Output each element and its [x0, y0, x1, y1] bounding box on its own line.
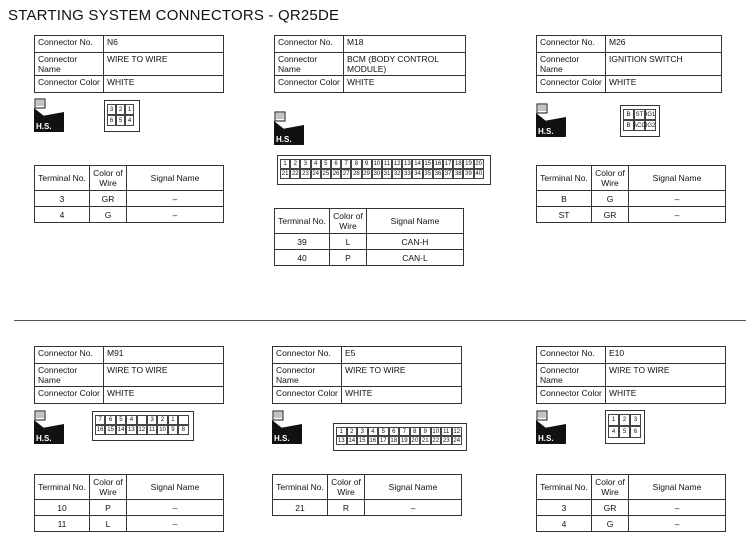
table-row [35, 191, 224, 207]
signal-name: – [629, 191, 726, 207]
wire-color-header: Color of Wire [592, 475, 629, 500]
table-row [275, 234, 464, 250]
pin: 19 [400, 437, 408, 444]
pin: 35 [424, 171, 432, 177]
pin: 4 [311, 159, 321, 169]
connector-no-row [275, 36, 466, 53]
terminal-no: 4 [537, 516, 592, 532]
connector-name-value: IGNITION SWITCH [606, 53, 722, 76]
terminal-no: 3 [537, 500, 592, 516]
harness-side-icon [34, 410, 64, 444]
pin: 7 [95, 415, 105, 425]
pin: 11 [383, 161, 391, 167]
pin-grid [95, 415, 189, 435]
pin: 19 [465, 161, 472, 167]
connector-no-value: E5 [342, 347, 462, 364]
connector-color-value: WHITE [104, 387, 224, 404]
hs-label: H.S. [276, 135, 292, 144]
connector-color-value: WHITE [342, 387, 462, 404]
pin: 24 [453, 437, 461, 444]
hs-label: H.S. [274, 434, 290, 443]
pin: 14 [117, 427, 125, 433]
table-row [537, 191, 726, 207]
connector-color-value: WHITE [344, 76, 466, 93]
pin: 13 [128, 427, 135, 433]
harness-side-icon [274, 111, 304, 145]
pin-grid [336, 427, 462, 445]
terminal-header-row [35, 475, 224, 500]
wire-color: GR [592, 207, 629, 223]
pin: 4 [125, 115, 134, 126]
connector-color-label: Connector Color [273, 387, 342, 404]
pin: 1 [125, 104, 134, 115]
wire-color-header: Color of Wire [592, 166, 629, 191]
connector-name-label: Connector Name [537, 53, 606, 76]
connector-name-value: WIRE TO WIRE [606, 364, 726, 387]
pin: 14 [414, 161, 421, 167]
terminal-table [536, 165, 726, 223]
pin: IG2 [645, 120, 656, 131]
connector-no-value: N6 [104, 36, 224, 53]
pin: ST [634, 109, 645, 120]
pin-grid [623, 109, 656, 131]
signal-name: – [629, 207, 726, 223]
connector-info-table [536, 346, 726, 404]
pin: 2 [116, 104, 125, 115]
pin: 34 [414, 171, 421, 177]
connector-info-table [34, 346, 224, 404]
connector-color-row [35, 76, 224, 93]
connector-no-value: M91 [104, 347, 224, 364]
pin: 7 [399, 427, 410, 436]
connector-no-value: E10 [606, 347, 726, 364]
pin: 32 [393, 171, 401, 177]
connector-color-label: Connector Color [275, 76, 344, 93]
pin: 6 [630, 426, 641, 438]
connector-no-row [273, 347, 462, 364]
terminal-no-header: Terminal No. [273, 475, 328, 500]
connector-name-label: Connector Name [35, 364, 104, 387]
pin: 24 [312, 171, 319, 177]
wire-color-header: Color of Wire [328, 475, 365, 500]
pin: 38 [454, 171, 462, 177]
signal-name: – [127, 207, 224, 223]
pin [178, 415, 188, 425]
signal-name: CAN-L [367, 250, 464, 266]
pin: 31 [383, 171, 391, 177]
pin: 10 [432, 428, 440, 435]
pin: 40 [475, 171, 482, 177]
pin: 9 [362, 159, 372, 169]
pin: 18 [390, 437, 398, 444]
connector-name-row [35, 364, 224, 387]
signal-name: – [127, 191, 224, 207]
connector-no-label: Connector No. [35, 347, 104, 364]
pin: 37 [444, 171, 452, 177]
pin: 29 [363, 171, 370, 177]
signal-name: – [629, 500, 726, 516]
terminal-no-header: Terminal No. [537, 166, 592, 191]
pin: 15 [107, 427, 114, 433]
pin: 12 [453, 428, 461, 435]
connector-no-label: Connector No. [537, 36, 606, 53]
terminal-table [34, 165, 224, 223]
connector-info-table [34, 35, 224, 93]
pin: 20 [475, 161, 482, 167]
wire-color: R [328, 500, 365, 516]
pin: 1 [280, 159, 290, 169]
table-row [537, 500, 726, 516]
pin: 6 [107, 115, 116, 126]
table-row [537, 207, 726, 223]
harness-side-icon [272, 410, 302, 444]
hs-label: H.S. [538, 127, 554, 136]
connector-color-row [537, 387, 726, 404]
table-row [35, 207, 224, 223]
pin [137, 415, 147, 425]
pin: 6 [331, 159, 341, 169]
terminal-no-header: Terminal No. [35, 166, 90, 191]
pin: 12 [393, 161, 401, 167]
signal-name: CAN-H [367, 234, 464, 250]
page-title: STARTING SYSTEM CONNECTORS - QR25DE [8, 7, 340, 24]
pin: 12 [138, 427, 146, 433]
pin: 17 [379, 437, 387, 444]
terminal-header-row [273, 475, 462, 500]
connector-name-label: Connector Name [35, 53, 104, 76]
terminal-no: 11 [35, 516, 90, 532]
pin: 2 [290, 159, 300, 169]
connector-color-value: WHITE [606, 387, 726, 404]
terminal-no-header: Terminal No. [537, 475, 592, 500]
terminal-no: 10 [35, 500, 90, 516]
pin: 16 [434, 161, 442, 167]
pin: 11 [441, 427, 452, 436]
pin: 5 [619, 426, 630, 438]
pin: 4 [368, 427, 379, 436]
pin: 39 [465, 171, 472, 177]
pin-grid [608, 414, 641, 438]
pin: 15 [358, 437, 366, 444]
connector-info-table [274, 35, 466, 93]
connector-name-value: WIRE TO WIRE [104, 364, 224, 387]
connector-color-row [275, 76, 466, 93]
pin: 20 [411, 437, 419, 444]
hs-label: H.S. [36, 122, 52, 131]
terminal-no: ST [537, 207, 592, 223]
connector-name-row [35, 53, 224, 76]
signal-name-header: Signal Name [367, 209, 464, 234]
pin: 1 [168, 415, 178, 425]
signal-name-header: Signal Name [365, 475, 462, 500]
connector-info-table [536, 35, 722, 93]
signal-name-header: Signal Name [629, 166, 726, 191]
connector-name-row [537, 364, 726, 387]
hs-label: H.S. [538, 434, 554, 443]
pin: IG1 [645, 109, 656, 120]
wire-color-header: Color of Wire [90, 475, 127, 500]
pin: 23 [442, 437, 450, 444]
pin: 2 [157, 415, 167, 425]
pin: 22 [432, 437, 440, 444]
pin: 4 [608, 426, 619, 438]
signal-name: – [127, 500, 224, 516]
terminal-header-row [35, 166, 224, 191]
connector-no-value: M26 [606, 36, 722, 53]
table-row [537, 516, 726, 532]
connector-color-value: WHITE [606, 76, 722, 93]
pin: 6 [389, 427, 400, 436]
terminal-table [272, 474, 462, 516]
connector-name-row [273, 364, 462, 387]
pin: 9 [168, 425, 178, 435]
pin: 15 [424, 161, 432, 167]
pin: 3 [300, 159, 310, 169]
wire-color-header: Color of Wire [330, 209, 367, 234]
pin: 9 [420, 427, 431, 436]
terminal-no: 3 [35, 191, 90, 207]
section-divider [14, 320, 746, 321]
terminal-no-header: Terminal No. [275, 209, 330, 234]
terminal-no: 4 [35, 207, 90, 223]
terminal-header-row [275, 209, 464, 234]
connector-color-label: Connector Color [537, 76, 606, 93]
connector-no-row [537, 36, 722, 53]
pin: 30 [373, 171, 381, 177]
pin: 11 [147, 425, 157, 435]
wire-color: L [90, 516, 127, 532]
connector-color-row [35, 387, 224, 404]
terminal-table [274, 208, 464, 266]
pin: 5 [116, 115, 125, 126]
wire-color: P [330, 250, 367, 266]
pin: 14 [348, 437, 356, 444]
pin: 10 [373, 161, 381, 167]
pin: 21 [281, 171, 289, 177]
pin: 13 [404, 161, 411, 167]
pin: 1 [608, 414, 619, 426]
terminal-table [536, 474, 726, 532]
signal-name-header: Signal Name [629, 475, 726, 500]
pin: 8 [351, 159, 361, 169]
pin: 27 [342, 171, 350, 177]
pin: 10 [159, 427, 166, 433]
pin: 17 [444, 161, 452, 167]
signal-name-header: Signal Name [127, 475, 224, 500]
pin: 7 [341, 159, 351, 169]
terminal-no: 40 [275, 250, 330, 266]
pin: 3 [630, 414, 641, 426]
pin: B [623, 120, 634, 131]
connector-no-label: Connector No. [275, 36, 344, 53]
wire-color-header: Color of Wire [90, 166, 127, 191]
pin: 28 [353, 171, 360, 177]
connector-name-label: Connector Name [537, 364, 606, 387]
signal-name: – [629, 516, 726, 532]
table-row [35, 516, 224, 532]
harness-side-icon [536, 410, 566, 444]
hs-label: H.S. [36, 434, 52, 443]
connector-color-row [273, 387, 462, 404]
connector-name-value: WIRE TO WIRE [104, 53, 224, 76]
connector-color-label: Connector Color [35, 76, 104, 93]
table-row [275, 250, 464, 266]
signal-name: – [365, 500, 462, 516]
pin: 21 [421, 437, 429, 444]
pin-grid [107, 104, 134, 126]
terminal-header-row [537, 166, 726, 191]
pin: 33 [404, 171, 411, 177]
connector-name-value: BCM (BODY CONTROL MODULE) [344, 53, 466, 76]
pin: 22 [291, 171, 299, 177]
harness-side-icon [34, 98, 64, 132]
connector-no-row [537, 347, 726, 364]
pin: 25 [322, 171, 330, 177]
connector-name-label: Connector Name [273, 364, 342, 387]
pin: 26 [332, 171, 340, 177]
terminal-header-row [537, 475, 726, 500]
connector-no-label: Connector No. [537, 347, 606, 364]
connector-name-row [275, 53, 466, 76]
connector-info-table [272, 346, 462, 404]
pin: 5 [378, 427, 389, 436]
connector-color-value: WHITE [104, 76, 224, 93]
harness-side-icon [536, 103, 566, 137]
signal-name-header: Signal Name [127, 166, 224, 191]
pin: 4 [126, 415, 136, 425]
pin: 2 [619, 414, 630, 426]
wire-color: L [330, 234, 367, 250]
wire-color: G [592, 191, 629, 207]
connector-color-row [537, 76, 722, 93]
pin: 36 [434, 171, 442, 177]
wire-color: GR [90, 191, 127, 207]
connector-color-label: Connector Color [35, 387, 104, 404]
wire-color: G [90, 207, 127, 223]
connector-name-label: Connector Name [275, 53, 344, 76]
connector-no-row [35, 347, 224, 364]
terminal-no: 39 [275, 234, 330, 250]
wire-color: P [90, 500, 127, 516]
wire-color: G [592, 516, 629, 532]
pin-grid [280, 159, 484, 179]
pin: 16 [369, 437, 377, 444]
pin: 5 [321, 159, 331, 169]
wire-color: GR [592, 500, 629, 516]
connector-color-label: Connector Color [537, 387, 606, 404]
pin: 8 [410, 427, 421, 436]
connector-no-label: Connector No. [273, 347, 342, 364]
pin: ACC [634, 120, 645, 131]
pin: 8 [178, 425, 188, 435]
pin: 13 [337, 437, 345, 444]
pin: 2 [347, 427, 358, 436]
terminal-no-header: Terminal No. [35, 475, 90, 500]
terminal-table [34, 474, 224, 532]
connector-no-value: M18 [344, 36, 466, 53]
terminal-no: 21 [273, 500, 328, 516]
table-row [273, 500, 462, 516]
pin: 16 [96, 427, 104, 433]
pin: B [623, 109, 634, 120]
pin: 1 [336, 427, 347, 436]
connector-no-row [35, 36, 224, 53]
connector-no-label: Connector No. [35, 36, 104, 53]
pin: 18 [454, 161, 462, 167]
connector-name-value: WIRE TO WIRE [342, 364, 462, 387]
table-row [35, 500, 224, 516]
signal-name: – [127, 516, 224, 532]
pin: 3 [147, 415, 157, 425]
pin: 3 [107, 104, 116, 115]
terminal-no: B [537, 191, 592, 207]
pin: 5 [116, 415, 126, 425]
pin: 6 [105, 415, 115, 425]
pin: 3 [357, 427, 368, 436]
pin: 23 [302, 171, 309, 177]
connector-name-row [537, 53, 722, 76]
